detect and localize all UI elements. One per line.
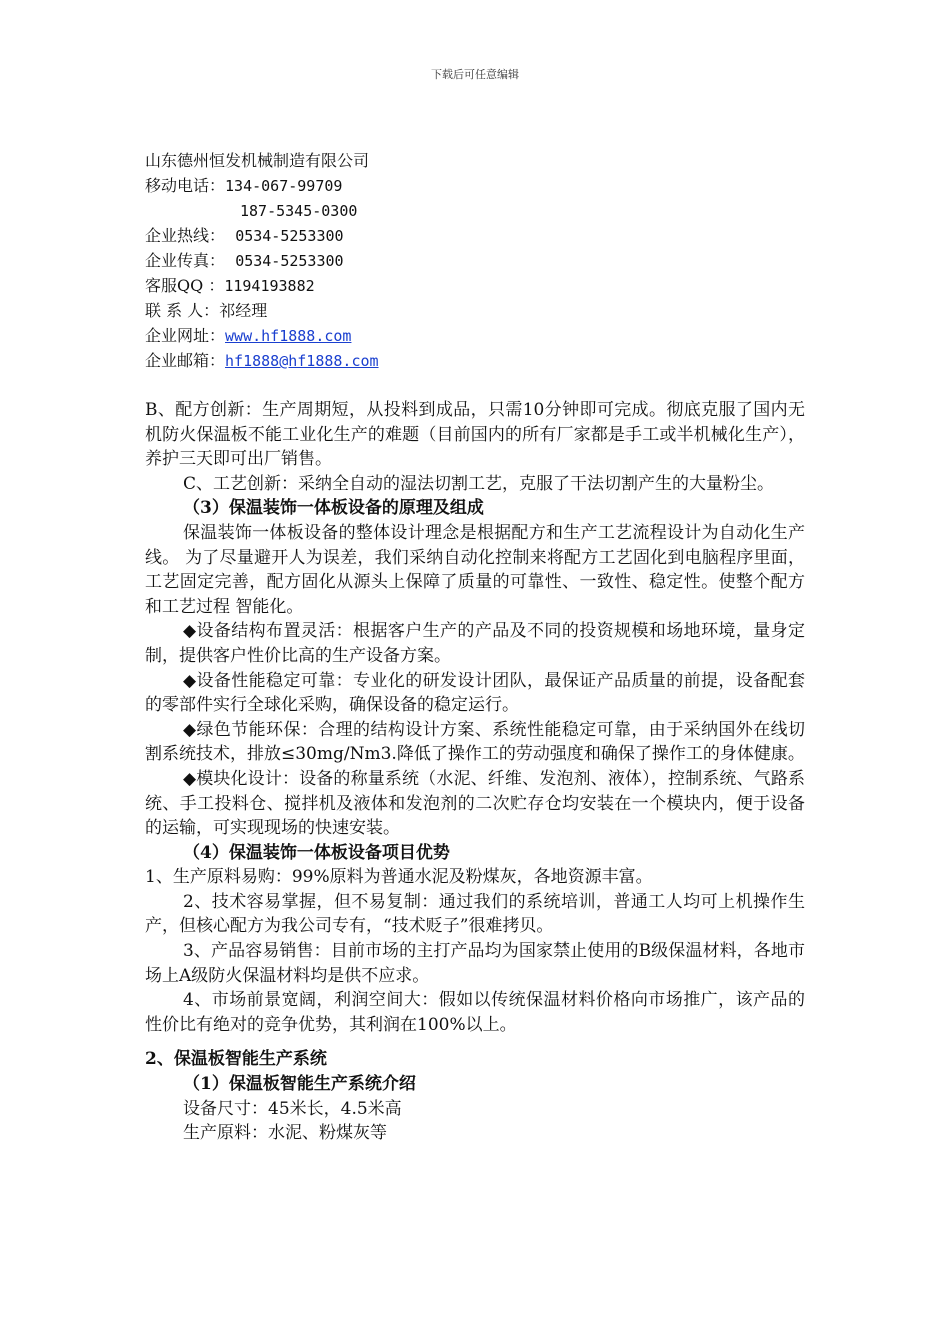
email-label: 企业邮箱： [145, 351, 226, 370]
fax-row [145, 248, 379, 273]
document-body [145, 398, 805, 1146]
bullet-3: ◆绿色节能环保：合理的结构设计方案、系统性能稳定可靠，由于采纳国外在线切割系统技术，排放≤30mg/Nm3.降低了操作工的劳动强度和确保了操作工的身体健康。 [145, 719, 805, 765]
hotline-label: 企业热线： [145, 226, 226, 245]
website-link[interactable]: www.hf1888.com [225, 327, 352, 345]
section-2-heading: 2、保温板智能生产系统 [145, 1049, 327, 1070]
mobile-row-2 [145, 198, 379, 223]
company-name: 山东德州恒发机械制造有限公司 [145, 151, 370, 170]
qq-label: 客服QQ ： [145, 276, 225, 295]
person-label: 联 系 人： [145, 301, 220, 320]
fax-label: 企业传真： [145, 251, 226, 270]
page-header: 下载后可任意编辑 [431, 68, 519, 81]
paragraph-design: 保温装饰一体板设备的整体设计理念是根据配方和生产工艺流程设计为自动化生产线。 为了尽量避开人为误差，我们采纳自动化控制来将配方工艺固化到电脑程序里面，工艺固定完善，配方固化从源头上保障了质量的可靠性、一致性、稳定性。使整个配方和工艺过程 智能化。 [145, 522, 805, 617]
heading-4: （4）保温装饰一体板设备项目优势 [183, 842, 450, 863]
advantage-3: 3、产品容易销售：目前市场的主打产品均为国家禁止使用的B级保温材料，各地市场上A级防火保温材料均是供不应求。 [145, 941, 805, 986]
hotline-row [145, 223, 379, 248]
website-row [145, 323, 379, 348]
website-label: 企业网址： [145, 326, 226, 345]
mobile-1: 134-067-99709 [225, 177, 343, 195]
qq-value: 1194193882 [224, 277, 315, 295]
email-row [145, 348, 379, 373]
person-row [145, 298, 379, 323]
qq-row [145, 273, 379, 298]
email-link[interactable]: hf1888@hf1888.com [225, 352, 379, 370]
advantage-1: 1、生产原料易购：99%原料为普通水泥及粉煤灰，各地资源丰富。 [145, 867, 653, 888]
mobile-row [145, 173, 379, 198]
paragraph-b: B、配方创新：生产周期短，从投料到成品，只需10分钟即可完成。彻底克服了国内无机防火保温板不能工业化生产的难题（目前国内的所有厂家都是手工或半机械化生产），养护三天即可出厂销售。 [145, 400, 805, 470]
bullet-2: ◆设备性能稳定可靠：专业化的研发设计团队，最保证产品质量的前提，设备配套的零部件实行全球化采购，确保设备的稳定运行。 [145, 670, 805, 716]
mobile-label: 移动电话： [145, 176, 226, 195]
bullet-4: ◆模块化设计：设备的称量系统（水泥、纤维、发泡剂、液体），控制系统、气路系统、手工投料仓、搅拌机及液体和发泡剂的二次贮存仓均安装在一个模块内，便于设备的运输，可实现现场的快速安装。 [145, 768, 805, 839]
paragraph-c: C、工艺创新：采纳全自动的湿法切割工艺，克服了干法切割产生的大量粉尘。 [183, 473, 775, 494]
contact-block [145, 148, 379, 373]
advantage-4: 4、市场前景宽阔，利润空间大：假如以传统保温材料价格向市场推广，该产品的性价比有绝对的竞争优势，其利润在100%以上。 [145, 990, 805, 1035]
subsection-1-heading: （1）保温板智能生产系统介绍 [183, 1074, 416, 1095]
fax-value: 0534-5253300 [235, 252, 344, 270]
equipment-size: 设备尺寸：45米长，4.5米高 [183, 1098, 402, 1119]
person-value: 祁经理 [219, 301, 268, 320]
hotline-value: 0534-5253300 [235, 227, 344, 245]
heading-3: （3）保温装饰一体板设备的原理及组成 [183, 498, 484, 519]
raw-materials: 生产原料：水泥、粉煤灰等 [183, 1123, 387, 1144]
bullet-1: ◆设备结构布置灵活：根据客户生产的产品及不同的投资规模和场地环境，量身定制，提供客户性价比高的生产设备方案。 [145, 621, 805, 666]
advantage-2: 2、技术容易掌握，但不易复制：通过我们的系统培训，普通工人均可上机操作生产，但核心配方为我公司专有，“技术贬子”很难拷贝。 [145, 891, 805, 937]
mobile-2: 187-5345-0300 [240, 202, 358, 220]
